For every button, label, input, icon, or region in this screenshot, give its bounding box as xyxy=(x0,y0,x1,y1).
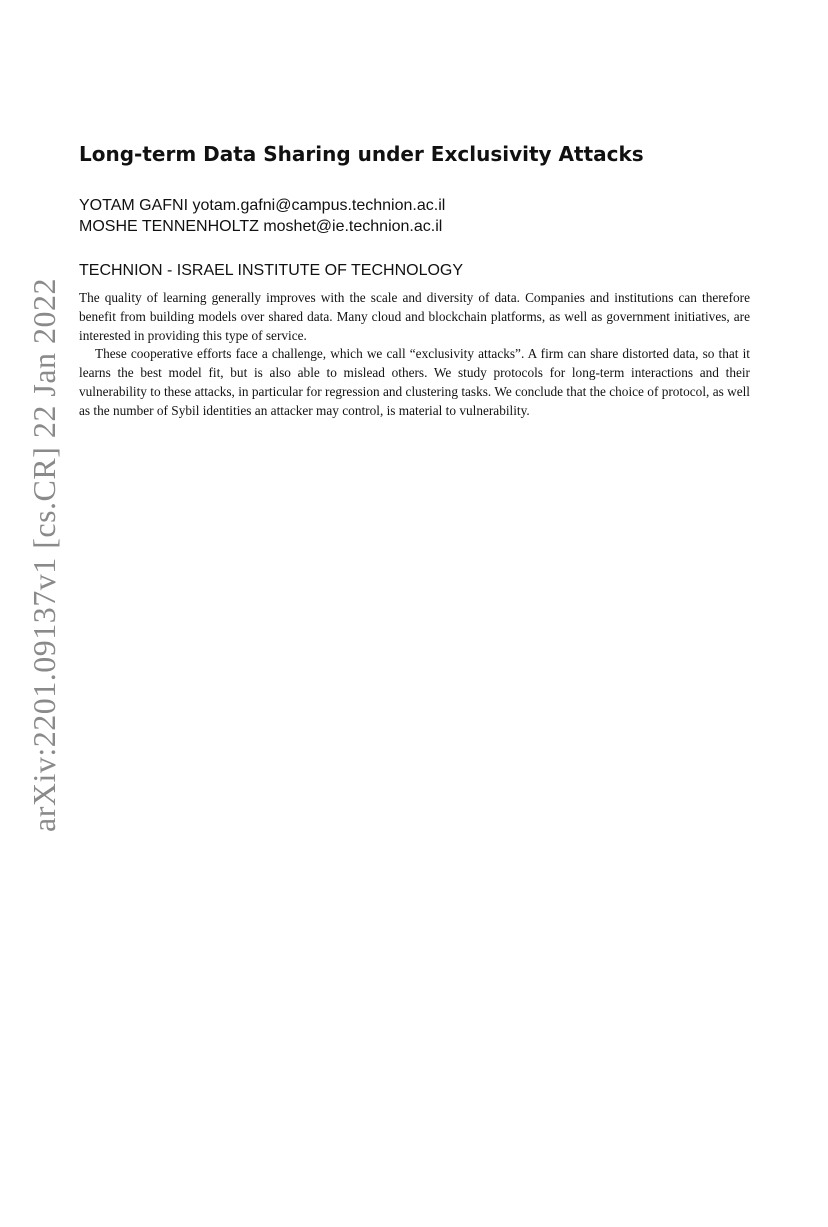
author-gafni: YOTAM GAFNI yotam.gafni@campus.technion.ac.il xyxy=(79,197,446,214)
author-tennenholtz: MOSHE TENNENHOLTZ moshet@ie.technion.ac.il xyxy=(79,218,443,235)
affiliation: TECHNION - ISRAEL INSTITUTE OF TECHNOLOGY xyxy=(79,262,464,279)
abstract-paragraph: The quality of learning generally improves with the scale and diversity of data. Companies and institutions can therefore benefit from building models over shared data. Many cloud and blockchain platforms, as well as government initiatives, are interested in providing this type of service. xyxy=(79,290,750,343)
abstract-paragraph: These cooperative efforts face a challenge, which we call “exclusivity attacks”. A firm can share distorted data, so that it learns the best model fit, but is also able to mislead others. We study protocols for long-term interactions and their vulnerability to these attacks, in particular for regression and clustering tasks. We conclude that the choice of protocol, as well as the number of Sybil identities an attacker may control, is material to vulnerability. xyxy=(79,346,750,418)
arxiv-identifier: arXiv:2201.09137v1 [cs.CR] 22 Jan 2022 xyxy=(26,277,62,832)
author-list xyxy=(79,195,445,237)
paper-title: Long-term Data Sharing under Exclusivity Attacks xyxy=(79,142,644,166)
abstract xyxy=(79,289,750,421)
